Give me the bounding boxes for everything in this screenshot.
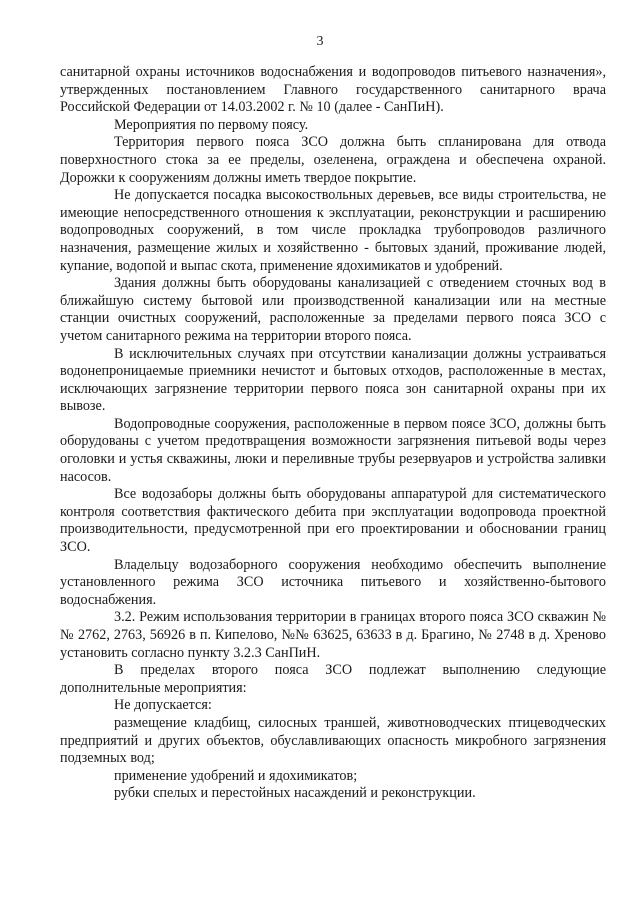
list-item: размещение кладбищ, силосных траншей, животноводческих птицеводческих предприятий и других объектов, обуславливающих опасность микробного загрязнения подземных вод; (60, 714, 606, 767)
paragraph-owner-obligation: Владельцу водозаборного сооружения необходимо обеспечить выполнение установленного режима ЗСО источника питьевого и хозяйственно-бытового водоснабжения. (60, 556, 606, 608)
paragraph-water-facilities: Водопроводные сооружения, расположенные в первом поясе ЗСО, должны быть оборудованы с учетом предотвращения возможности загрязнения питьевой воды через оголовки и устья скважины, люки и переливные трубы резервуаров и устройства заливки насосов. (60, 415, 606, 485)
document-body (60, 64, 606, 803)
paragraph-exceptional-cases: В исключительных случаях при отсутствии канализации должны устраиваться водонепроницаемые приемники нечистот и бытовых отходов, расположенные в местах, исключающих загрязнение территории первого пояса зон санитарной охраны при их вывозе. (60, 345, 606, 415)
paragraph-not-allowed-heading: Не допускается: (114, 697, 212, 714)
list-item: рубки спелых и перестойных насаждений и реконструкции. (114, 785, 476, 802)
paragraph-second-belt-measures: В пределах второго пояса ЗСО подлежат выполнению следующие дополнительные мероприятия: (60, 662, 606, 696)
paragraph-first-belt-heading: Мероприятия по первому поясу. (114, 116, 309, 133)
paragraph-second-belt-regime: 3.2. Режим использования территории в границах второго пояса ЗСО скважин №№ 2762, 2763, 56926 в п. Кипелово, №№ 63625, 63633 в д. Брагино, № 2748 в д. Хреново установить согласно пункту 3.2.3 СанПиН. (60, 609, 606, 661)
page-number: 3 (316, 34, 324, 49)
paragraph-water-intakes-equipment: Все водозаборы должны быть оборудованы аппаратурой для систематического контроля соответствия фактического дебита при эксплуатации водопровода проектной производительности, предусмотренной при его проектировании и обосновании границ ЗСО. (60, 486, 606, 556)
paragraph-buildings-sewerage: Здания должны быть оборудованы канализацией с отведением сточных вод в ближайшую систему бытовой или производственной канализации или на местные станции очистных сооружений, расположенные за пределами первого пояса ЗСО с учетом санитарного режима на территории второго пояса. (60, 275, 606, 344)
paragraph-sanpin-reference: санитарной охраны источников водоснабжения и водопроводов питьевого назначения», утвержденных постановлением Главного государственного санитарного врача Российской Федерации от 14.03.2002 г. № 10 (далее - СанПиН). (60, 64, 606, 116)
paragraph-first-belt-territory: Территория первого пояса ЗСО должна быть спланирована для отвода поверхностного стока за ее пределы, озеленена, ограждена и обеспечена охраной. Дорожки к сооружениям должны иметь твердое покрытие. (60, 134, 606, 186)
paragraph-first-belt-prohibitions: Не допускается посадка высокоствольных деревьев, все виды строительства, не имеющие непосредственного отношения к эксплуатации, реконструкции и расширению водопроводных сооружений, в том числе прокладка трубопроводов различного назначения, размещение жилых и хозяйственно - бытовых зданий, проживание людей, купание, водопой и выпас скота, применение ядохимикатов и удобрений. (60, 187, 606, 274)
list-item: применение удобрений и ядохимикатов; (114, 767, 358, 784)
